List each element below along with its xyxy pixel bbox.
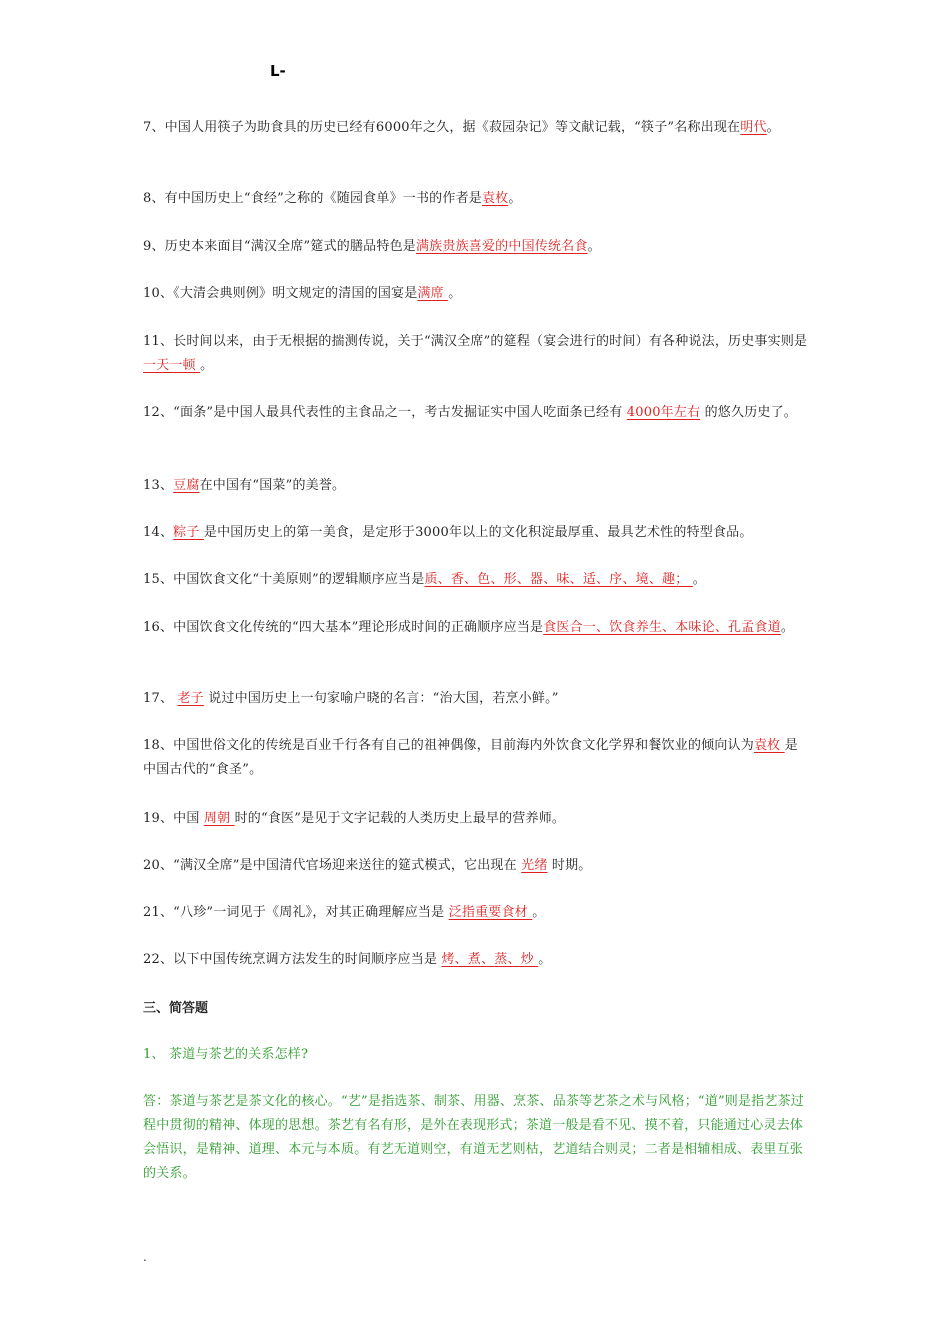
- header-mark: L-: [270, 62, 286, 80]
- question-tail: 。: [200, 358, 214, 373]
- question-12: [143, 401, 808, 425]
- question-tail: 。: [532, 905, 546, 920]
- footer-mark: .: [143, 1250, 147, 1264]
- answer: 满席: [417, 286, 449, 301]
- answer: 烤、煮、蒸、炒: [441, 952, 539, 967]
- question-16: [143, 616, 808, 640]
- question-19: [143, 807, 808, 831]
- question-text: 16、中国饮食文化传统的“四大基本”理论形成时间的正确顺序应当是: [143, 620, 544, 635]
- question-15: [143, 568, 808, 592]
- question-text: 18、中国世俗文化的传统是百业千行各有自己的祖神偶像，目前海内外饮食文化学界和餐饮业的倾向认为: [143, 738, 754, 753]
- question-text: 12、“面条”是中国人最具代表性的主食品之一，考古发掘证实中国人吃面条已经有: [143, 405, 627, 420]
- answer: 质、香、色、形、器、味、适、序、境、趣；: [424, 572, 693, 587]
- question-text: 9、历史本来面目“满汉全席”筵式的膳品特色是: [143, 239, 416, 254]
- question-tail: 。: [448, 286, 462, 301]
- question-18: [143, 734, 808, 782]
- answer: 满族贵族喜爱的中国传统名食: [415, 239, 588, 254]
- question-tail: 是中国历史上的第一美食，是定形于3000年以上的文化积淀最厚重、最具艺术性的特型食品。: [203, 525, 753, 540]
- answer: 袁枚: [481, 191, 509, 206]
- question-text: 14、: [143, 525, 174, 540]
- question-tail: 。: [780, 620, 795, 635]
- short-answer-text: 答：茶道与茶艺是茶文化的核心。“艺”是指选茶、制茶、用器、烹茶、品茶等艺茶之术与风格；“道”则是指艺茶过程中贯彻的精神、体现的思想。茶艺有名有形，是外在表现形式；茶道一般是看不见、摸不着，只能通过心灵去体会悟识，是精神、道理、本元与本质。有艺无道则空，有道无艺则枯，艺道结合则灵；二者是相辅相成、表里互张的关系。: [143, 1094, 804, 1181]
- question-22: [143, 948, 808, 972]
- question-tail: 。: [538, 952, 552, 967]
- question-tail: 。: [587, 239, 601, 254]
- question-tail: 是中国古代的“食圣”。: [143, 738, 798, 777]
- question-21: [143, 901, 808, 925]
- answer: 明代: [740, 120, 767, 135]
- question-14: [143, 521, 808, 545]
- question-13: [143, 474, 808, 498]
- short-answer-question: 1、 茶道与茶艺的关系怎样?: [143, 1047, 309, 1062]
- answer: 4000年左右: [626, 405, 701, 420]
- question-text: 15、中国饮食文化“十美原则”的逻辑顺序应当是: [143, 572, 425, 587]
- question-tail: 时的“食医”是见于文字记载的人类历史上最早的营养师。: [234, 811, 566, 826]
- question-11: [143, 330, 808, 378]
- question-text: 11、长时间以来，由于无根据的揣测传说，关于“满汉全席”的筵程（宴会进行的时间）有各种说法，历史事实则是: [143, 334, 808, 349]
- answer: 泛指重要食材: [448, 905, 533, 920]
- answer: 豆腐: [173, 478, 200, 493]
- answer: 粽子: [173, 525, 204, 540]
- question-text: 21、“八珍”一词见于《周礼》，对其正确理解应当是: [143, 905, 449, 920]
- question-text: 20、“满汉全席”是中国清代官场迎来送往的筵式模式，它出现在: [143, 858, 522, 873]
- question-8: [143, 187, 808, 211]
- question-text: 8、有中国历史上“食经”之称的《随园食单》一书的作者是: [143, 191, 482, 206]
- question-tail: 。: [692, 572, 706, 587]
- question-7: [143, 116, 808, 140]
- question-tail: 。: [766, 120, 780, 135]
- question-text: 13、: [143, 478, 174, 493]
- question-9: [143, 235, 808, 259]
- answer: 袁枚: [753, 738, 785, 753]
- answer: 食医合一、饮食养生、本味论、孔孟食道: [543, 620, 781, 635]
- question-text: 17、: [143, 691, 178, 706]
- question-text: 10、《大清会典则例》明文规定的清国的国宴是: [143, 286, 418, 301]
- answer: 光绪: [521, 858, 548, 873]
- question-text: 22、以下中国传统烹调方法发生的时间顺序应当是: [143, 952, 442, 967]
- answer: 周朝: [203, 811, 235, 826]
- answer: 老子: [177, 691, 204, 706]
- question-tail: 在中国有“国菜”的美誉。: [199, 478, 346, 493]
- section-title: 三、简答题: [143, 1001, 209, 1016]
- question-text: 7、中国人用筷子为助食具的历史已经有6000年之久，据《菽园杂记》等文献记载，“筷子”名称出现在: [143, 120, 741, 135]
- question-20: [143, 854, 808, 878]
- question-tail: 说过中国历史上一句家喻户晓的名言：“治大国，若烹小鲜。”: [203, 691, 559, 706]
- answer: 一天一顿: [143, 358, 201, 373]
- question-tail: 时期。: [547, 858, 592, 873]
- question-tail: 。: [508, 191, 522, 206]
- question-10: [143, 282, 808, 306]
- question-text: 19、中国: [143, 811, 204, 826]
- question-17: [143, 687, 808, 711]
- question-tail: 的悠久历史了。: [700, 405, 797, 420]
